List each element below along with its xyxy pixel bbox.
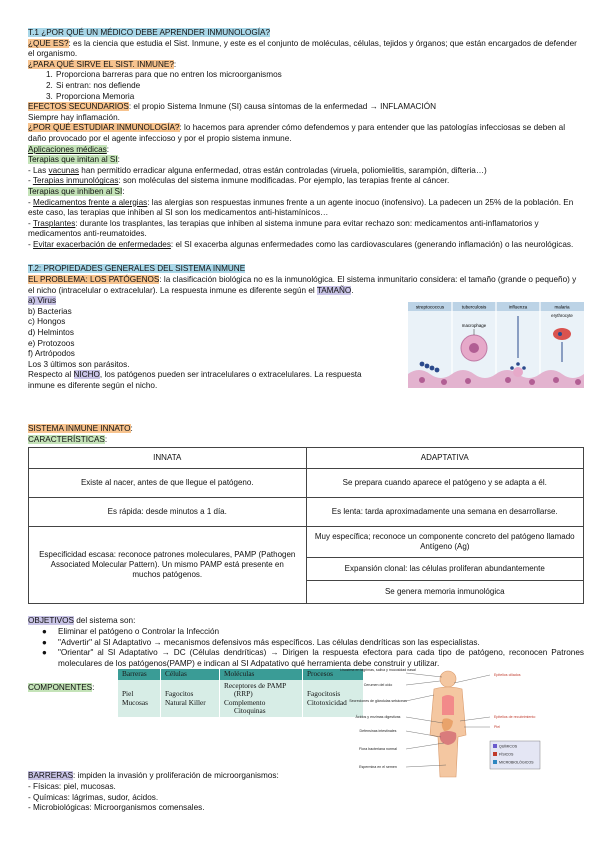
comp-value: Natural Killer	[165, 697, 206, 707]
patogeno-item: f) Artrópodos	[28, 349, 75, 359]
erythrocyte-label: erythrocyte	[551, 313, 573, 319]
patogeno-item: c) Hongos	[28, 317, 66, 327]
bullet-icon: ●	[42, 627, 47, 637]
cell-innata: Existe al nacer, antes de que llegue el patógeno.	[29, 469, 307, 498]
label-line	[454, 675, 490, 683]
respecto-pre: Respecto al	[28, 370, 74, 380]
trasplantes-paragraph	[28, 219, 584, 240]
que-es-text: : es la ciencia que estudia el Sist. Inmune, y este es el conjunto de moléculas, células, tejidos y órganos; que están encargados de defender el organismo.	[28, 38, 577, 59]
cell-nucleus	[575, 379, 581, 385]
legend-swatch	[493, 760, 497, 764]
bullet-icon: ●	[42, 637, 47, 647]
bacterium	[425, 364, 430, 369]
efectos-text: : el propio Sistema Inmune (SI) causa síntomas de la enfermedad → INFLAMACIÓN	[128, 102, 437, 112]
barrera-item: - Físicas: piel, mucosas.	[28, 782, 116, 791]
evitar-text: : el SI exacerba algunas enfermedades como las cardiovasculares (generando inflamación) o las neurológicas.	[170, 239, 574, 249]
virus-particle	[522, 366, 526, 370]
imitan-heading	[28, 155, 584, 166]
bullet-icon: ●	[42, 648, 47, 658]
comp-value: Piel	[122, 689, 134, 699]
legend-swatch	[493, 752, 497, 756]
body-label: Defensinas intestinales	[359, 729, 397, 734]
cell-adaptativa: Es lenta: tarda aproximadamente una semana en desarrollarse.	[306, 498, 584, 527]
label-line	[406, 681, 440, 685]
componentes-heading	[28, 683, 94, 694]
list-text: Proporciona barreras para que no entren los microorganismos	[56, 70, 282, 80]
caract-heading	[28, 435, 584, 446]
cell-nucleus	[553, 377, 559, 383]
infected-cell	[513, 367, 523, 377]
vac-pre: - Las	[28, 165, 49, 175]
objetivos-label: OBJETIVOS	[28, 616, 74, 626]
section-gap	[28, 250, 584, 264]
page	[28, 28, 584, 814]
label-line	[406, 695, 434, 701]
cell-adaptativa: Expansión clonal: las células proliferan abundantemente	[306, 558, 584, 581]
inhiben-heading	[28, 187, 584, 198]
list-item	[28, 70, 584, 81]
patogenos-text	[28, 296, 388, 391]
innato-colon: :	[130, 424, 133, 434]
alerg-pre: -	[28, 197, 34, 207]
t1-title-text: T.1 ¿POR QUÉ UN MÉDICO DEBE APRENDER INMUNOLOGÍA?	[28, 28, 271, 37]
comp-header-row	[118, 669, 364, 679]
list-text: Proporciona Memoria	[56, 91, 135, 101]
inhiben-label: Terapias que inhiben al SI	[28, 186, 123, 196]
legend-label: QUÍMICOS	[499, 744, 518, 749]
body-label: Secreciones de glándulas sebáceas	[349, 699, 407, 704]
comp-value: Citotoxicidad	[307, 697, 347, 707]
que-es-paragraph	[28, 39, 584, 60]
body-label: Espermina en el semen	[359, 765, 397, 770]
efectos-label: EFECTOS SECUNDARIOS	[28, 102, 129, 112]
para-text: :	[173, 59, 177, 69]
table-row	[29, 498, 584, 527]
objetivo-text: "Orientar" al SI Adaptativo → DC (Células dendríticas) → Dirigen la respuesta efectora para cada tipo de patógeno, reconocen Patrones moleculares de los patógenos(PAMP) e indican al SI Adpatativo qué herramienta debe construir y utilizar.	[58, 648, 584, 668]
body-label: Ácidos y enzimas digestivas	[355, 715, 401, 720]
plasmodium	[558, 332, 562, 336]
componentes-table	[118, 669, 364, 717]
para-paragraph	[28, 60, 584, 71]
macrophage-nucleus	[469, 343, 479, 353]
objetivos-list	[28, 627, 584, 669]
comp-header: Barreras	[118, 669, 161, 679]
t2-title	[28, 264, 584, 275]
bacterium	[435, 368, 440, 373]
objetivo-text: Eliminar el patógeno o Controlar la Infección	[58, 627, 220, 637]
barreras-text: : impiden la invasión y proliferación de microorganismos:	[73, 771, 279, 781]
figure-header-influenza: influenza	[508, 304, 528, 310]
body-barriers-figure	[340, 665, 568, 785]
table-row	[29, 527, 584, 558]
tamano-end: .	[351, 285, 354, 295]
comp-cell-barreras	[118, 680, 161, 718]
cell-nucleus	[465, 378, 471, 384]
body-label: Epitelios ciliados	[494, 673, 521, 678]
imitan-colon: :	[117, 155, 120, 165]
patogeno-item: e) Protozoos	[28, 338, 75, 348]
por-text: : lo hacemos para aprender cómo defendemos y para entender que las patologías infecciosas se deben al daño provocado por el agente infeccioso y por el propio sistema inmune.	[28, 123, 566, 143]
problema-label: EL PROBLEMA: LOS PATÓGENOS	[28, 275, 160, 285]
nicho-paragraph	[28, 370, 388, 391]
innato-heading	[28, 424, 584, 435]
innato-label: SISTEMA INMUNE INNATO	[28, 424, 131, 434]
tamano-highlight: TAMAÑO	[316, 285, 352, 295]
comp-value: Receptores de PAMP	[224, 680, 287, 690]
inmuno-pre: -	[28, 176, 33, 186]
comp-header: Moléculas	[220, 669, 303, 679]
caract-colon: :	[104, 434, 108, 444]
componentes-block	[28, 669, 584, 771]
por-paragraph	[28, 123, 584, 144]
vac-label: vacunas	[48, 165, 79, 175]
evitar-pre: -	[28, 239, 34, 249]
body-label: Epitelios de recubrimiento	[494, 715, 536, 720]
aplic-label: Aplicaciones médicas	[28, 144, 107, 154]
alergias-paragraph	[28, 198, 584, 219]
virus-particle	[516, 362, 520, 366]
list-item	[28, 92, 584, 103]
cell-innata: Especificidad escasa: reconoce patrones moleculares, PAMP (Pathogen Associated Molecular Pattern). Un mismo PAMP está presente en muchos patógenos.	[29, 527, 307, 604]
inmuno-text: : son moléculas del sistema inmune modificadas. Por ejemplo, las terapias frente al cáncer.	[118, 176, 450, 186]
patogeno-item	[28, 296, 388, 307]
alerg-label: Medicamentos frente a alergias	[33, 197, 148, 207]
comp-cell-celulas	[161, 680, 220, 718]
comp-header: Procesos	[303, 669, 364, 679]
imitan-label: Terapias que imitan al SI	[28, 155, 118, 165]
comp-value: Fagocitosis	[307, 689, 341, 699]
list-number: 3.	[46, 91, 53, 101]
respecto-text: , los patógenos pueden ser intracelulares o extracelulares. La respuesta inmune es diferente según el nicho.	[28, 370, 362, 390]
patogeno-item: d) Helmintos	[28, 328, 74, 338]
head	[440, 671, 456, 687]
evitar-label: Evitar exacerbación de enfermedades	[33, 239, 171, 249]
comp-value: Fagocitos	[165, 689, 194, 699]
cell-innata: Es rápida: desde minutos a 1 día.	[29, 498, 307, 527]
body-label: Piel	[494, 725, 500, 730]
comp-value: Complemento	[224, 697, 266, 707]
figure-header-tuberculosis: tuberculosis	[461, 304, 487, 310]
objetivo-text: "Advertir" al SI Adaptativo → mecanismos defensivos más específicos. Las células dendríticas son las especialistas.	[58, 637, 480, 647]
virus-particle	[510, 366, 514, 370]
macrophage-label: macrophage	[461, 323, 487, 329]
cell-adaptativa: Se genera memoria inmunológica	[306, 581, 584, 604]
cell-nucleus	[529, 379, 535, 385]
vacunas-paragraph	[28, 166, 584, 177]
patogenos-block	[28, 296, 584, 424]
bacterium	[430, 366, 435, 371]
aplic-heading	[28, 145, 584, 156]
cell-nucleus	[441, 379, 447, 385]
problema-text: : la clasificación biológica no es la inmunológica. El sistema inmunitario considera: el tamaño (grande o pequeño) y el nicho (intracelular o extracelular). La respuesta inmune es diferente según el	[28, 275, 577, 295]
comp-row	[118, 680, 364, 718]
t2-title-text: T.2: PROPIEDADES GENERALES DEL SISTEMA INMUNE	[28, 264, 246, 274]
body-label: Flora bacteriana normal	[359, 747, 397, 752]
label-line	[406, 673, 442, 677]
caract-label: CARACTERÍSTICAS	[28, 434, 105, 444]
cell-nucleus	[505, 377, 511, 383]
lungs	[442, 695, 454, 715]
figure-header-malaria: malaria	[554, 304, 570, 310]
legend-label: MICROBIOLÓGICOS	[499, 760, 534, 765]
problema-paragraph	[28, 275, 584, 296]
barrera-item: - Microbiológicas: Microorganismos comensales.	[28, 803, 205, 813]
list-item	[28, 81, 584, 92]
comp-value: Citoquinas	[234, 706, 266, 716]
inmuno-paragraph	[28, 176, 584, 187]
funciones-list	[28, 70, 584, 102]
section-gap	[28, 604, 584, 616]
cell-nucleus	[419, 377, 425, 383]
efectos-paragraph	[28, 102, 584, 113]
pathogen-niche-figure	[408, 302, 584, 388]
header-adaptativa: ADAPTATIVA	[306, 448, 584, 469]
barreras-label: BARRERAS	[28, 771, 74, 781]
list-item	[28, 627, 584, 638]
legend-swatch	[493, 744, 497, 748]
table-header-row	[29, 448, 584, 469]
comp-value: (RRP)	[234, 689, 253, 699]
componentes-colon: :	[92, 683, 95, 693]
que-es-label: ¿QUE ES?	[28, 38, 69, 48]
componentes-label: COMPONENTES	[28, 683, 93, 693]
list-number: 2.	[46, 80, 53, 90]
nicho-highlight: NICHO	[73, 370, 100, 380]
list-number: 1.	[46, 70, 53, 80]
innata-adaptativa-table	[28, 447, 584, 604]
list-item	[28, 638, 584, 649]
cell-adaptativa: Muy específica; reconoce un componente concreto del patógeno llamado Antígeno (Ag)	[306, 527, 584, 558]
bacterium	[420, 362, 425, 367]
efectos-text2: Siempre hay inflamación.	[28, 112, 120, 122]
legend-label: FÍSICOS	[499, 752, 514, 757]
inhiben-colon: :	[122, 186, 125, 196]
table-row	[29, 469, 584, 498]
inmuno-label: Terapias inmunológicas	[32, 176, 119, 186]
patogeno-item: b) Bacterias	[28, 306, 72, 316]
trasp-label: Trasplantes	[32, 218, 76, 228]
alerg-text: : las alergias son respuestas inmunes frente a un agente inocuo (inofensivo). La padecen un 25% de la población. En este caso, las terapias que inhiben al SI son los medicamentos anti-histamínicos…	[28, 197, 574, 218]
objetivos-heading	[28, 616, 584, 627]
parasitos-note: Los 3 últimos son parásitos.	[28, 359, 130, 369]
patogeno-virus: a) Virus	[28, 296, 57, 306]
objetivos-text: del sistema son:	[73, 616, 136, 626]
comp-value: Mucosas	[122, 697, 148, 707]
header-innata: INNATA	[29, 448, 307, 469]
cell-adaptativa: Se prepara cuando aparece el patógeno y se adapta a él.	[306, 469, 584, 498]
aplic-colon: :	[106, 144, 110, 154]
list-text: Si entran: nos defiende	[56, 80, 141, 90]
por-label: ¿POR QUÉ ESTUDIAR INMUNOLOGÍA?	[28, 123, 180, 133]
evitar-paragraph	[28, 240, 584, 251]
t1-title	[28, 28, 584, 39]
figure-header-streptococcus: streptococcus	[415, 304, 445, 310]
comp-cell-moleculas	[220, 680, 303, 718]
body-label: Lisozima en lágrimas, saliva y mucosidad nasal	[340, 668, 416, 673]
para-label: ¿PARA QUÉ SIRVE EL SIST. INMUNE?	[28, 59, 174, 69]
body-label: Cerumen del oído	[363, 683, 393, 688]
vac-text: han permitido erradicar alguna enfermedad, otras están controladas (viruela, poliomielitis, sarampión, difteria…)	[78, 165, 487, 175]
human-body	[430, 671, 466, 777]
barrera-item: - Químicas: lágrimas, sudor, ácidos.	[28, 792, 159, 802]
comp-header: Células	[161, 669, 220, 679]
trasp-text: : durante los trasplantes, las terapias que inhiben al sistema inmune para evitar rechazo son: medicamentos anti-inflamatorios y medicamentos anti-reumatoides.	[28, 218, 539, 239]
trasp-pre: -	[28, 218, 33, 228]
